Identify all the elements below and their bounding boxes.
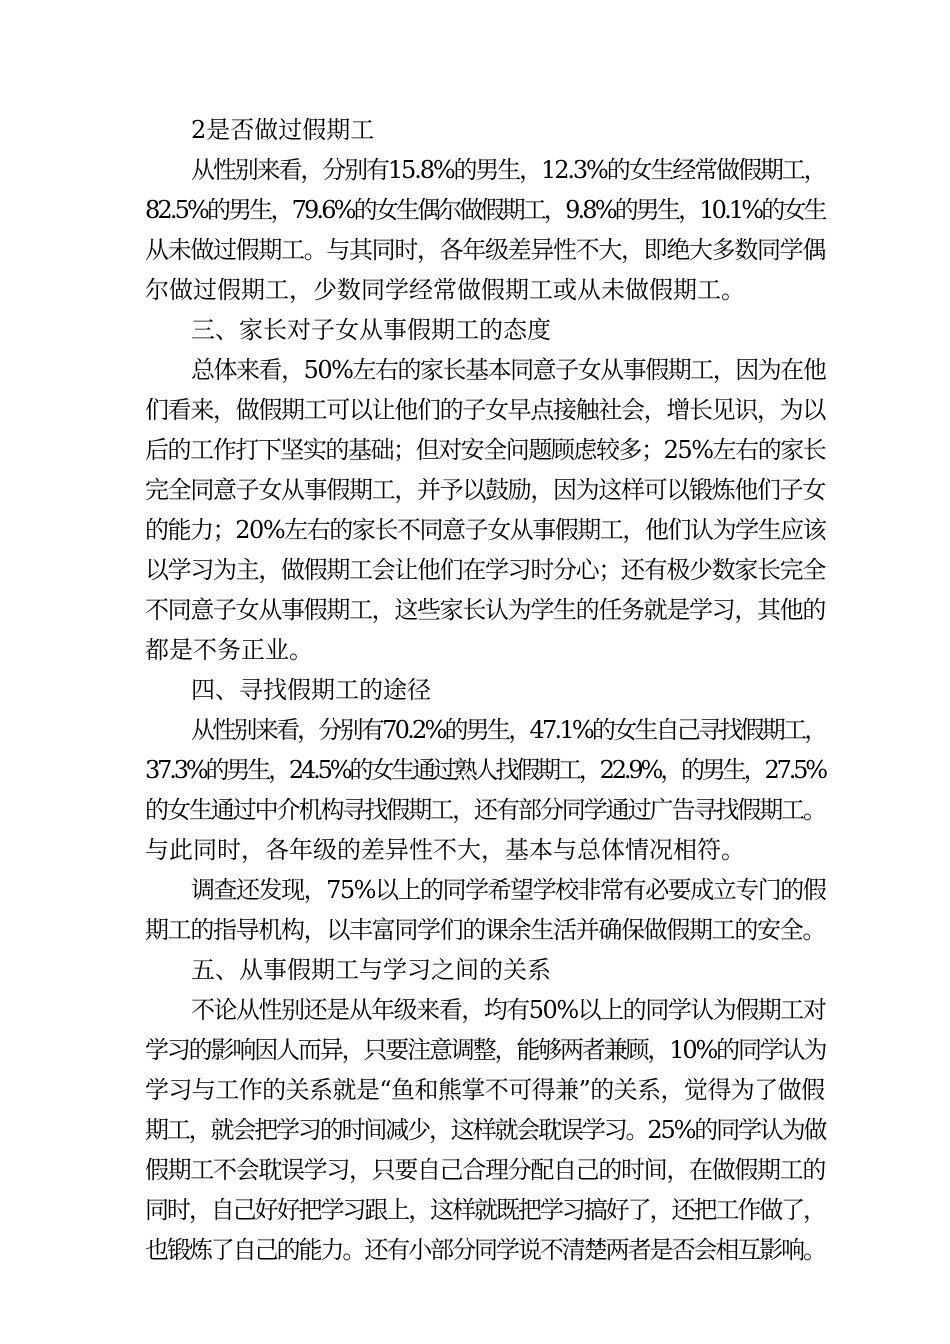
document-page (145, 110, 825, 1270)
text-line: 假期工不会耽误学习，只要自己合理分配自己的时间，在做假期工的 (145, 1156, 825, 1184)
text-line: 学习与工作的关系就是“鱼和熊掌不可得兼”的关系，觉得为了做假 (145, 1076, 825, 1104)
text-line: 的女生通过中介机构寻找假期工，还有部分同学通过广告寻找假期工。 (145, 796, 825, 824)
text-line: 从性别来看，分别有70.2%的男生，47.1%的女生自己寻找假期工， (191, 716, 826, 744)
text-line: 四、寻找假期工的途径 (191, 676, 431, 704)
text-line: 以学习为主，做假期工会让他们在学习时分心；还有极少数家长完全 (145, 556, 825, 584)
text-line: 82.5%的男生，79.6%的女生偶尔做假期工，9.8%的男生，10.1%的女生 (145, 196, 825, 224)
text-line: 37.3%的男生，24.5%的女生通过熟人找假期工，22.9%，的男生，27.5% (145, 756, 825, 784)
text-line: 也锻炼了自己的能力。还有小部分同学说不清楚两者是否会相互影响。 (145, 1236, 825, 1264)
text-line: 学习的影响因人而异，只要注意调整，能够两者兼顾，10%的同学认为 (145, 1036, 826, 1064)
text-line: 2是否做过假期工 (191, 116, 375, 144)
text-line: 的能力；20%左右的家长不同意子女从事假期工，他们认为学生应该 (145, 516, 826, 544)
text-line: 与此同时，各年级的差异性不大，基本与总体情况相符。 (145, 836, 745, 864)
text-line: 完全同意子女从事假期工，并予以鼓励，因为这样可以锻炼他们子女 (145, 476, 825, 504)
text-line: 同时，自己好好把学习跟上，这样就既把学习搞好了，还把工作做了， (145, 1196, 825, 1224)
text-line: 不同意子女从事假期工，这些家长认为学生的任务就是学习，其他的 (145, 596, 825, 624)
text-line: 调查还发现，75%以上的同学希望学校非常有必要成立专门的假 (191, 876, 826, 904)
text-line: 期工的指导机构，以丰富同学们的课余生活并确保做假期工的安全。 (145, 916, 825, 944)
text-line: 期工，就会把学习的时间减少，这样就会耽误学习。25%的同学认为做 (145, 1116, 826, 1144)
text-line: 三、家长对子女从事假期工的态度 (191, 316, 551, 344)
text-line: 不论从性别还是从年级来看，均有50%以上的同学认为假期工对 (191, 996, 826, 1024)
text-line: 都是不务正业。 (145, 636, 313, 664)
text-line: 后的工作打下坚实的基础；但对安全问题顾虑较多；25%左右的家长 (145, 436, 826, 464)
text-line: 五、从事假期工与学习之间的关系 (191, 956, 551, 984)
text-line: 尔做过假期工，少数同学经常做假期工或从未做假期工。 (145, 276, 745, 304)
text-line: 总体来看，50%左右的家长基本同意子女从事假期工，因为在他 (191, 356, 826, 384)
text-line: 从未做过假期工。与其同时，各年级差异性不大，即绝大多数同学偶 (145, 236, 825, 264)
text-line: 们看来，做假期工可以让他们的子女早点接触社会，增长见识，为以 (145, 396, 825, 424)
text-line: 从性别来看，分别有15.8%的男生，12.3%的女生经常做假期工， (191, 156, 826, 184)
